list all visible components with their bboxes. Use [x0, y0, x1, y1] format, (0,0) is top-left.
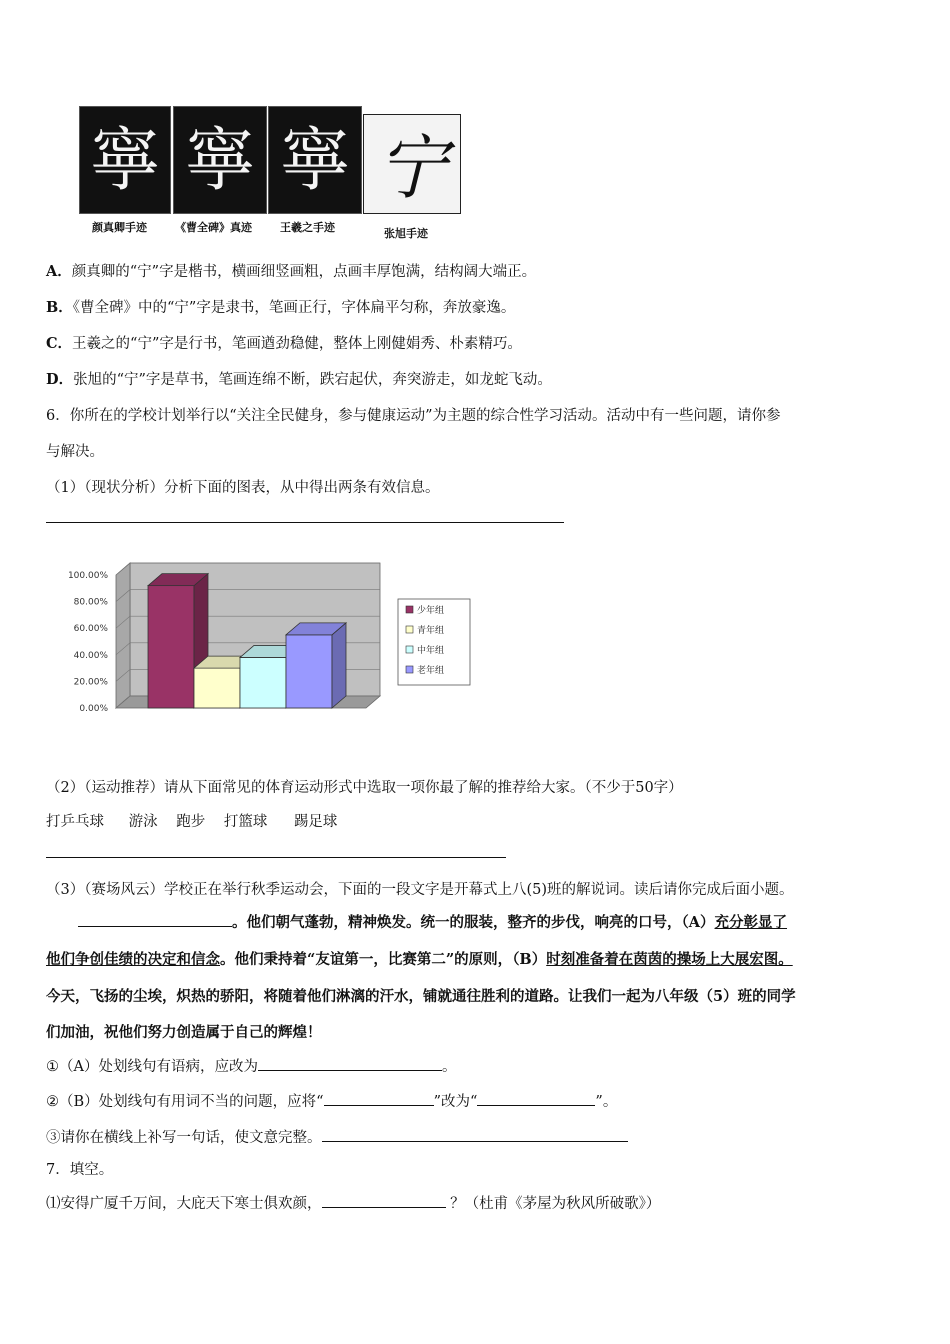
option-d	[46, 368, 914, 389]
bar-少年组	[148, 586, 194, 708]
bar-中年组	[240, 657, 286, 708]
answer-blank[interactable]	[322, 1127, 628, 1142]
passage-text: 。他们秉持着“友谊第一，比赛第二”的原则，	[220, 951, 513, 968]
option-label: B．	[46, 299, 73, 316]
option-a	[46, 260, 914, 281]
calligraphy-yan	[79, 106, 171, 214]
q6-part2: （2）（运动推荐）请从下面常见的体育运动形式中选取一项你最了解的推荐给大家。（不少于50字）	[46, 780, 683, 796]
option-text: 颜真卿的“宁”字是楷书，横画细竖画粗，点画丰厚饱满，结构阔大端正。	[71, 264, 537, 280]
y-tick-label: 80.00%	[73, 597, 108, 608]
option-text: 张旭的“宁”字是草书，笔画连绵不断，跌宕起伏，奔突游走，如龙蛇飞动。	[73, 372, 552, 388]
q6-part1: （1）（现状分析）分析下面的图表，从中得出两条有效信息。	[46, 480, 440, 496]
marker-a: （A）	[681, 914, 715, 931]
calligraphy-wang	[268, 106, 362, 214]
option-label: C．	[46, 335, 73, 352]
legend-label: 中年组	[417, 646, 445, 656]
sport-item: 踢足球	[293, 814, 338, 830]
passage-line4: 们加油，祝他们努力创造属于自己的辉煌！	[46, 1024, 322, 1041]
bar-老年组	[286, 635, 332, 708]
y-tick-label: 60.00%	[73, 624, 108, 635]
bar-side	[332, 623, 346, 708]
answer-blank[interactable]	[322, 1193, 446, 1208]
calligraphy-glyph: 宁	[377, 127, 447, 209]
marker-b: （B）	[512, 951, 547, 968]
q7-item1	[46, 1192, 914, 1213]
q7-text: ⑴安得广厦千万间，大庇天下寒士俱欢颜，	[46, 1196, 322, 1212]
sub-question-text: ②（B）处划线句有用词不当的问题，应将“	[46, 1094, 324, 1110]
sport-item: 打篮球	[223, 814, 268, 830]
y-tick-label: 100.00%	[67, 571, 108, 581]
calligraphy-glyph: 寧	[185, 119, 255, 201]
legend-swatch	[406, 666, 413, 673]
answer-blank[interactable]	[477, 1091, 595, 1106]
calligraphy-glyph: 寧	[90, 119, 160, 201]
caption-caoquan: 《曹全碑》真迹	[175, 221, 252, 234]
sport-item: 打乒乓球	[46, 814, 104, 830]
y-tick-label: 40.00%	[73, 650, 108, 661]
underlined-sentence-b: 时刻准备着在茵茵的操场上大展宏图。	[546, 951, 793, 968]
legend-label: 老年组	[417, 666, 445, 676]
option-b	[46, 296, 914, 317]
q6-intro-line1: 6．你所在的学校计划举行以“关注全民健身，参与健康运动”为主题的综合性学习活动。活动中有一些问题，请你参	[46, 408, 781, 424]
sub-question-3	[46, 1126, 914, 1147]
q6-part3: （3）（赛场风云）学校正在举行秋季运动会，下面的一段文字是开幕式上八(5)班的解说词。读后请你完成后面小题。	[46, 882, 794, 898]
sub-question-text: ”。	[595, 1094, 618, 1110]
sport-item: 游泳	[128, 814, 158, 830]
caption-zhang: 张旭手迹	[384, 227, 428, 240]
option-text: 《曹全碑》中的“宁”字是隶书，笔画正行，字体扁平匀称，奔放豪逸。	[72, 300, 516, 316]
caption-wang: 王羲之手迹	[280, 221, 335, 234]
underlined-sentence-a: 充分彰显了	[714, 914, 788, 931]
option-label: A．	[46, 263, 72, 280]
passage-text: 。他们朝气蓬勃，精神焕发。统一的服装，整齐的步伐，响亮的口号，	[232, 914, 682, 931]
calligraphy-glyph: 寧	[280, 119, 350, 201]
sub-question-text: 。	[441, 1059, 457, 1075]
sub-question-text: ”改为“	[433, 1094, 478, 1110]
q7-title: 7．填空。	[46, 1162, 114, 1178]
option-text: 王羲之的“宁”字是行书，笔画遒劲稳健，整体上刚健娟秀、朴素精巧。	[72, 336, 522, 352]
legend-swatch	[406, 606, 413, 613]
sub-question-text: ①（A）处划线句有语病，应改为	[46, 1059, 258, 1075]
option-c	[46, 332, 914, 353]
answer-blank[interactable]	[258, 1056, 442, 1071]
q6-intro-line2: 与解决。	[46, 444, 104, 460]
sports-list	[46, 810, 914, 831]
bar-青年组	[194, 668, 240, 708]
legend-swatch	[406, 626, 413, 633]
passage-line2	[46, 948, 914, 969]
passage-line3: 今天，飞扬的尘埃，炽热的骄阳，将随着他们淋漓的汗水，铺就通往胜利的道路。让我们一起为八年级（5）班的同学	[46, 988, 796, 1005]
calligraphy-zhang	[363, 114, 461, 214]
sub-question-text: ③请你在横线上补写一句话，使文意完整。	[46, 1130, 322, 1146]
sub-question-2	[46, 1090, 914, 1111]
answer-line-part2[interactable]	[46, 857, 506, 858]
passage-line1	[46, 911, 914, 932]
sport-item: 跑步	[176, 814, 206, 830]
option-label: D．	[46, 371, 74, 388]
y-tick-label: 0.00%	[79, 704, 108, 714]
chart-side-wall	[116, 563, 130, 708]
legend-label: 少年组	[417, 606, 445, 616]
legend-swatch	[406, 646, 413, 653]
underlined-sentence-a-cont: 他们争创佳绩的决定和信念	[46, 951, 220, 968]
answer-blank[interactable]	[324, 1091, 434, 1106]
caption-yan: 颜真卿手迹	[92, 221, 147, 234]
answer-line-part1[interactable]	[46, 522, 564, 523]
y-tick-label: 20.00%	[73, 677, 108, 688]
calligraphy-caoquan	[173, 106, 267, 214]
legend-label: 青年组	[417, 626, 445, 636]
bar-chart	[46, 553, 476, 723]
passage-blank[interactable]	[78, 912, 232, 927]
sub-question-1	[46, 1055, 914, 1076]
q7-text: ？（杜甫《茅屋为秋风所破歌》）	[450, 1196, 661, 1212]
